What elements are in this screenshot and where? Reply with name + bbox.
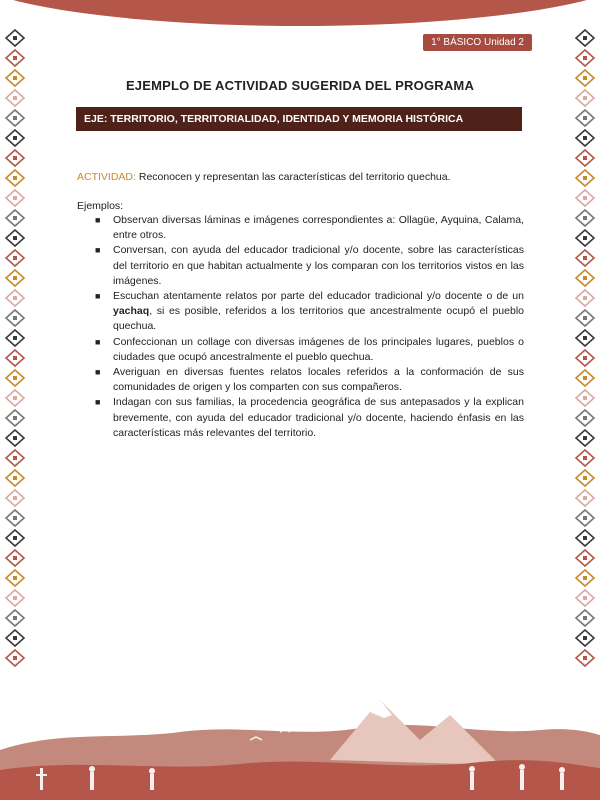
list-item [77,289,524,335]
page-title: EJEMPLO DE ACTIVIDAD SUGERIDA DEL PROGRAMA [125,78,475,93]
list-item-text: Averiguan en diversas fuentes relatos locales referidos a la conformación de sus comunidades de origen y los comparten con sus compañeros. [113,366,524,394]
term-yachaq: yachaq [113,305,150,318]
list-item-text: Conversan, con ayuda del educador tradicional y/o docente, sobre las características del territorio en que habitan actualmente y los comparan con los territorios vistos en las imágenes. [113,244,524,287]
list-item [77,213,524,243]
bullet-icon: ■ [95,215,101,225]
landscape-illustration [0,680,600,800]
list-item-text: Confeccionan un collage con diversas imágenes de los principales lugares, pueblos o ciudades que ocupó ancestralmente el pueblo quechua. [113,335,524,363]
bullet-icon: ■ [95,367,101,378]
left-decorative-border [2,28,28,668]
list-item [77,365,524,395]
eje-banner: EJE: TERRITORIO, TERRITORIALIDAD, IDENTIDAD Y MEMORIA HISTÓRICA [76,107,522,131]
list-item-text: Escuchan atentamente relatos por parte del educador tradicional y/o docente o de un [113,290,524,303]
bullet-icon: ■ [95,397,101,408]
bullet-icon: ■ [95,245,101,256]
list-item-text: Observan diversas láminas e imágenes correspondientes a: Ollagüe, Ayquina, Calama, entre otros. [113,214,524,242]
list-item [77,335,524,365]
list-item-text: Indagan con sus familias, la procedencia geográfica de sus antepasados y la explican brevemente, con ayuda del educador tradicional y/o docente, haciendo énfasis en las características más relevantes del territorio. [113,396,524,439]
unit-tab: 1° BÁSICO Unidad 2 [423,34,532,51]
activity-label: ACTIVIDAD: [77,171,136,183]
activity-line [77,171,522,183]
right-decorative-border [572,28,598,668]
list-item-text: , si es posible, referidos a los territorios que ancestralmente ocupó el pueblo quechua. [113,305,524,333]
examples-heading: Ejemplos: [77,200,124,212]
list-item [77,243,524,289]
activity-text: Reconocen y representan las características del territorio quechua. [135,171,451,183]
list-item [77,395,524,441]
bullet-icon: ■ [95,291,101,302]
bullet-icon: ■ [95,336,101,347]
header-band [0,0,600,26]
examples-list [77,213,524,441]
